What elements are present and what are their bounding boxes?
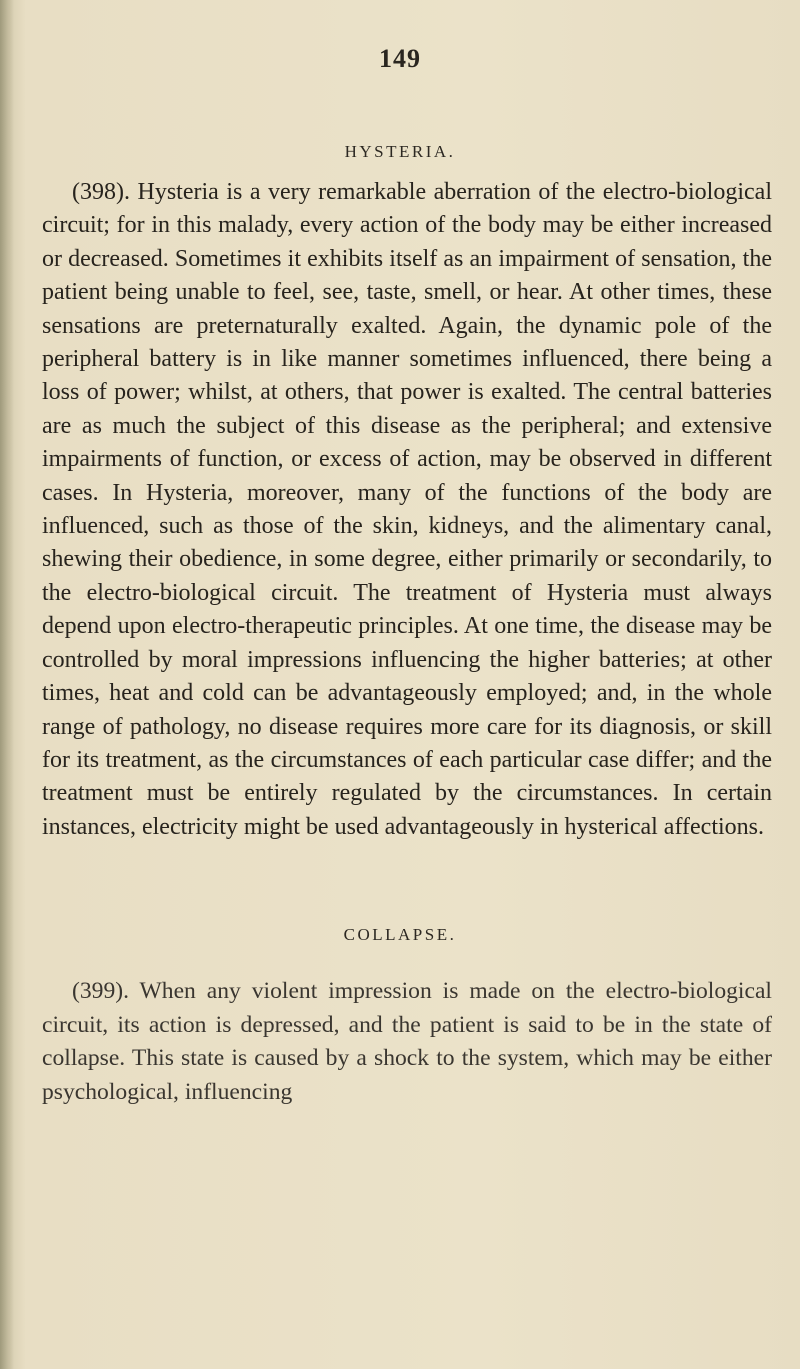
paragraph-398: (398). Hysteria is a very remarkable aberration of the electro-biological circuit; for in this malady, every action of the body may be either increased or decreased. Sometimes it exhibits itself as an impairment of sensation, the patient being unable to feel, see, taste, smell, or hear. At other times, these sensations are preternaturally exalted. Again, the dynamic pole of the peripheral battery is in like manner sometimes influenced, there being a loss of power; whilst, at others, that power is exalted. The central batteries are as much the subject of this disease as the peripheral; and extensive impairments of function, or excess of action, may be observed in different cases. In Hysteria, moreover, many of the functions of the body are influenced, such as those of the skin, kidneys, and the alimentary canal, shewing their obedience, in some degree, either primarily or secondarily, to the electro-biological circuit. The treatment of Hysteria must always depend upon electro-therapeutic principles. At one time, the disease may be controlled by moral impressions influencing the higher batteries; at other times, heat and cold can be advantageously employed; and, in the whole range of pathology, no disease requires more care for its diagnosis, or skill for its treatment, as the circumstances of each particular case differ; and the treatment must be entirely regulated by the circumstances. In certain instances, electricity might be used advantageously in hysterical affections. bbox=[42, 179, 772, 840]
page-binding-shadow bbox=[0, 0, 14, 1369]
section-heading-hysteria: HYSTERIA. bbox=[344, 142, 456, 161]
section-heading-collapse: COLLAPSE. bbox=[343, 925, 457, 944]
page-number: 149 bbox=[379, 44, 421, 73]
paragraph-399: (399). When any violent impression is made on the electro-biological circuit, its action is depressed, and the patient is said to be in the state of collapse. This state is caused by a shock to the system, which may be either psychological, influencing bbox=[42, 978, 772, 1105]
